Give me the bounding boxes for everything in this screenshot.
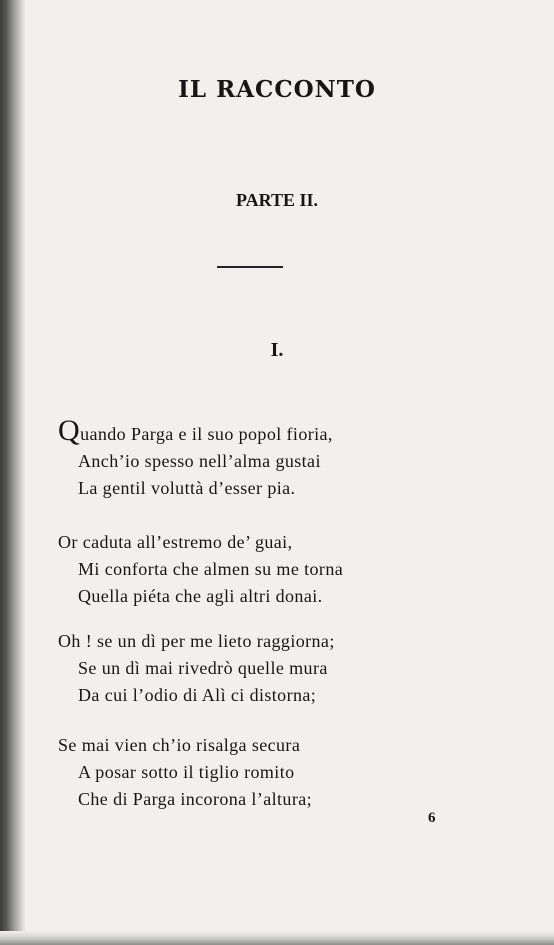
verse-line: A posar sotto il tiglio romito bbox=[78, 762, 295, 782]
verse-line: Quella piéta che agli altri donai. bbox=[78, 586, 323, 606]
verse-line: Anch’io spesso nell’alma gustai bbox=[78, 451, 321, 471]
page-binding-shadow bbox=[0, 0, 26, 945]
verse-line: Da cui l’odio di Alì ci distorna; bbox=[78, 685, 317, 705]
verse-line: Se mai vien ch’io risalga secura bbox=[58, 735, 301, 755]
page-bottom-edge bbox=[0, 931, 554, 945]
page-title: IL RACCONTO bbox=[178, 76, 376, 103]
section-divider bbox=[217, 266, 283, 268]
verse-line: Mi conforta che almen su me torna bbox=[78, 559, 344, 579]
signature-mark: 6 bbox=[428, 810, 436, 826]
part-heading: PARTE II. bbox=[235, 190, 319, 210]
verse-line: Quando Parga e il suo popol fioria, bbox=[58, 414, 333, 447]
stanza-1 bbox=[58, 414, 333, 502]
verse-line: Se un dì mai rivedrò quelle mura bbox=[78, 658, 328, 678]
verse-line: Or caduta all’estremo de’ guai, bbox=[58, 532, 293, 552]
drop-cap: Q bbox=[58, 414, 81, 447]
stanza-2 bbox=[58, 529, 343, 610]
section-numeral: I. bbox=[270, 339, 284, 361]
verse-line: La gentil voluttà d’esser pia. bbox=[78, 478, 296, 498]
stanza-3 bbox=[58, 628, 335, 709]
stanza-4 bbox=[58, 732, 312, 813]
verse-line: Oh ! se un dì per me lieto raggiorna; bbox=[58, 631, 335, 651]
verse-line: Che di Parga incorona l’altura; bbox=[78, 789, 312, 809]
